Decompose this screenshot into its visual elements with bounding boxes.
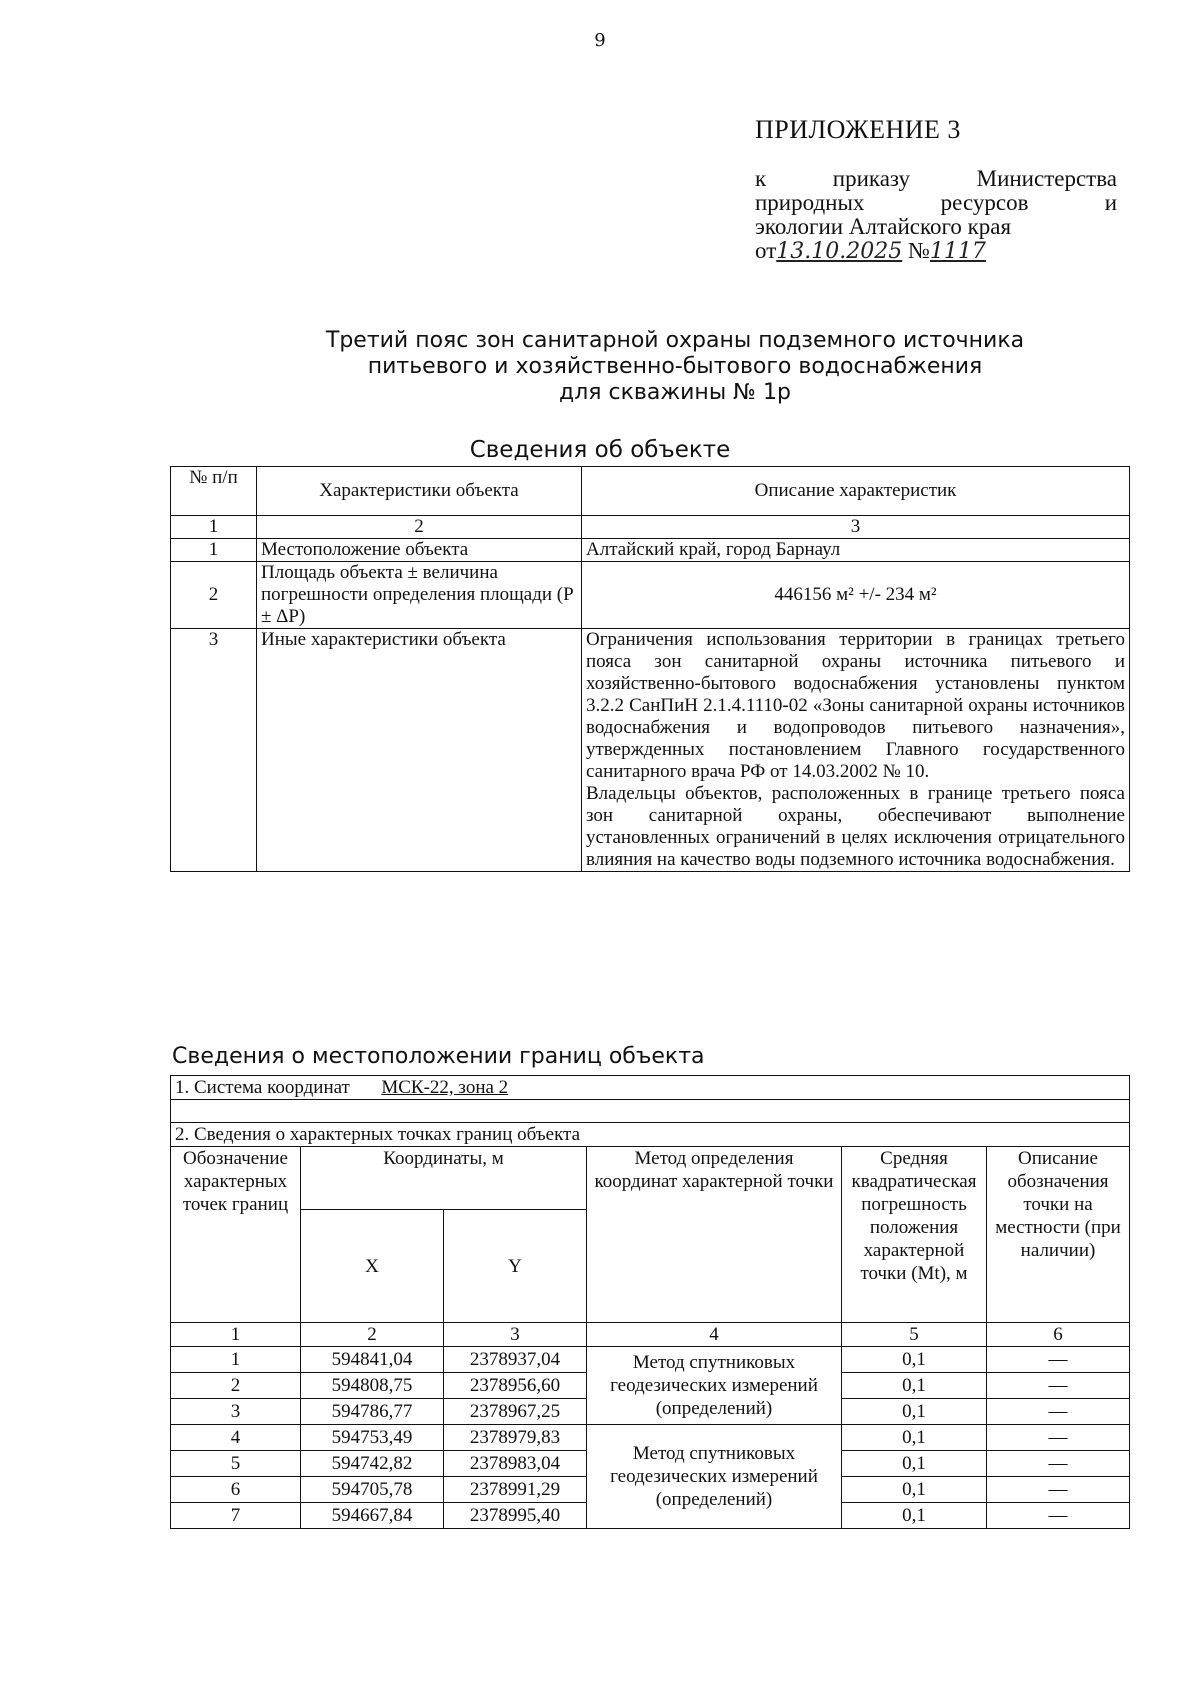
header-method: Метод определения координат характерной точки: [587, 1147, 842, 1323]
coord-system-value: МСК-22, зона 2: [381, 1077, 509, 1098]
handwritten-number: 1117: [929, 239, 986, 264]
table-row: [171, 1347, 1130, 1373]
page-number: 9: [594, 30, 606, 51]
point-x: 594753,49: [301, 1425, 444, 1451]
header-cell-desc: Описание характеристик: [582, 467, 1130, 516]
point-desc: —: [987, 1451, 1130, 1477]
point-x: 594808,75: [301, 1373, 444, 1399]
spacer-row: [171, 1100, 1130, 1123]
point-y: 2378995,40: [444, 1503, 587, 1529]
point-mt: 0,1: [842, 1425, 987, 1451]
point-id: 7: [171, 1503, 301, 1529]
point-x: 594742,82: [301, 1451, 444, 1477]
appendix-line: экологии Алтайского края: [755, 214, 1012, 239]
point-mt: 0,1: [842, 1373, 987, 1399]
row-num: 3: [171, 629, 257, 872]
object-info-table: [170, 466, 1130, 872]
table-row: [171, 562, 1130, 629]
point-x: 594786,77: [301, 1399, 444, 1425]
point-desc: —: [987, 1503, 1130, 1529]
point-y: 2378983,04: [444, 1451, 587, 1477]
point-y: 2378967,25: [444, 1399, 587, 1425]
points-label-row: [171, 1123, 1130, 1147]
point-desc: —: [987, 1425, 1130, 1451]
point-mt: 0,1: [842, 1399, 987, 1425]
table-row: [171, 1425, 1130, 1451]
column-number: 2: [257, 516, 582, 539]
title-line: Третий пояс зон санитарной охраны подземного источника: [325, 328, 1025, 353]
point-id: 6: [171, 1477, 301, 1503]
column-number: 1: [171, 1323, 301, 1347]
row-name: Площадь объекта ± величина погрешности определения площади (Р ± ΔР): [257, 562, 582, 629]
appendix-line: природных ресурсов и: [755, 190, 1117, 215]
point-mt: 0,1: [842, 1477, 987, 1503]
point-id: 5: [171, 1451, 301, 1477]
column-number: 3: [582, 516, 1130, 539]
point-desc: —: [987, 1399, 1130, 1425]
header-description: Описание обозначения точки на местности (при наличии): [987, 1147, 1130, 1323]
point-id: 1: [171, 1347, 301, 1373]
header-error: Средняя квадратическая погрешность положения характерной точки (Mt), м: [842, 1147, 987, 1323]
row-num: 2: [171, 562, 257, 629]
column-numbers-row: [171, 516, 1130, 539]
row-num: 1: [171, 539, 257, 562]
header-coords: Координаты, м: [301, 1147, 587, 1210]
title-line: питьевого и хозяйственно-бытового водоснабжения: [367, 354, 983, 379]
empty-cell: [171, 1100, 1130, 1123]
point-x: 594667,84: [301, 1503, 444, 1529]
boundary-table: [170, 1075, 1130, 1529]
row-desc-cell: [582, 629, 1130, 872]
title-line: для скважины № 1р: [558, 380, 792, 405]
appendix-date-line: [755, 239, 1117, 264]
point-id: 4: [171, 1425, 301, 1451]
header-cell-num: № п/п: [171, 467, 257, 516]
header-cell-name: Характеристики объекта: [257, 467, 582, 516]
point-desc: —: [987, 1477, 1130, 1503]
point-method: Метод спутниковых геодезических измерений (определений): [587, 1425, 842, 1529]
points-label: 2. Сведения о характерных точках границ объекта: [171, 1123, 1130, 1147]
row-desc-2: Владельцы объектов, расположенных в границе третьего пояса зон санитарной охраны, обеспечивают выполнение установленных ограничений в целях исключения отрицательного влияния на качество воды подземного источника водоснабжения.: [586, 783, 1125, 870]
point-mt: 0,1: [842, 1503, 987, 1529]
section-title-object-info: Сведения об объекте: [469, 437, 731, 463]
point-y: 2378937,04: [444, 1347, 587, 1373]
column-number: 3: [444, 1323, 587, 1347]
header-x: X: [301, 1210, 444, 1323]
coord-system-cell: [171, 1076, 1130, 1100]
point-x: 594841,04: [301, 1347, 444, 1373]
points-header-row: [171, 1147, 1130, 1210]
document-title: [150, 328, 1200, 406]
point-y: 2378956,60: [444, 1373, 587, 1399]
coord-system-row: [171, 1076, 1130, 1100]
row-desc: Ограничения использования территории в границах третьего пояса зон санитарной охраны источника питьевого и хозяйственно-бытового водоснабжения установлены пунктом 3.2.2 СанПиН 2.1.4.1110-02 «Зоны санитарной охраны источников водоснабжения и водопроводов питьевого назначения», утвержденных постановлением Главного государственного санитарного врача РФ от 14.03.2002 № 10.: [586, 629, 1125, 782]
point-y: 2378979,83: [444, 1425, 587, 1451]
point-mt: 0,1: [842, 1347, 987, 1373]
header-y: Y: [444, 1210, 587, 1323]
point-desc: —: [987, 1347, 1130, 1373]
from-label: от: [755, 238, 777, 263]
table-row: [171, 629, 1130, 872]
appendix-title: ПРИЛОЖЕНИЕ 3: [755, 115, 961, 144]
column-numbers-row: [171, 1323, 1130, 1347]
coord-system-label: 1. Система координат: [175, 1077, 350, 1098]
point-desc: —: [987, 1373, 1130, 1399]
point-mt: 0,1: [842, 1451, 987, 1477]
section-title-boundaries: Сведения о местоположении границ объекта: [172, 1044, 705, 1069]
point-method: Метод спутниковых геодезических измерений (определений): [587, 1347, 842, 1425]
point-x: 594705,78: [301, 1477, 444, 1503]
table-row: [171, 539, 1130, 562]
header-designation: Обозначение характерных точек границ: [171, 1147, 301, 1323]
column-number: 4: [587, 1323, 842, 1347]
column-number: 5: [842, 1323, 987, 1347]
table-header-row: [171, 467, 1130, 516]
column-number: 6: [987, 1323, 1130, 1347]
row-name: Иные характеристики объекта: [257, 629, 582, 872]
handwritten-date: 13.10.2025: [776, 239, 903, 264]
point-y: 2378991,29: [444, 1477, 587, 1503]
row-desc: Алтайский край, город Барнаул: [582, 539, 1130, 562]
row-name: Местоположение объекта: [257, 539, 582, 562]
column-number: 1: [171, 516, 257, 539]
point-id: 2: [171, 1373, 301, 1399]
number-label: №: [907, 238, 930, 263]
point-id: 3: [171, 1399, 301, 1425]
row-desc: 446156 м² +/- 234 м²: [582, 562, 1130, 629]
column-number: 2: [301, 1323, 444, 1347]
appendix-block: [755, 115, 1117, 264]
appendix-line: к приказу Министерства: [755, 166, 1117, 191]
